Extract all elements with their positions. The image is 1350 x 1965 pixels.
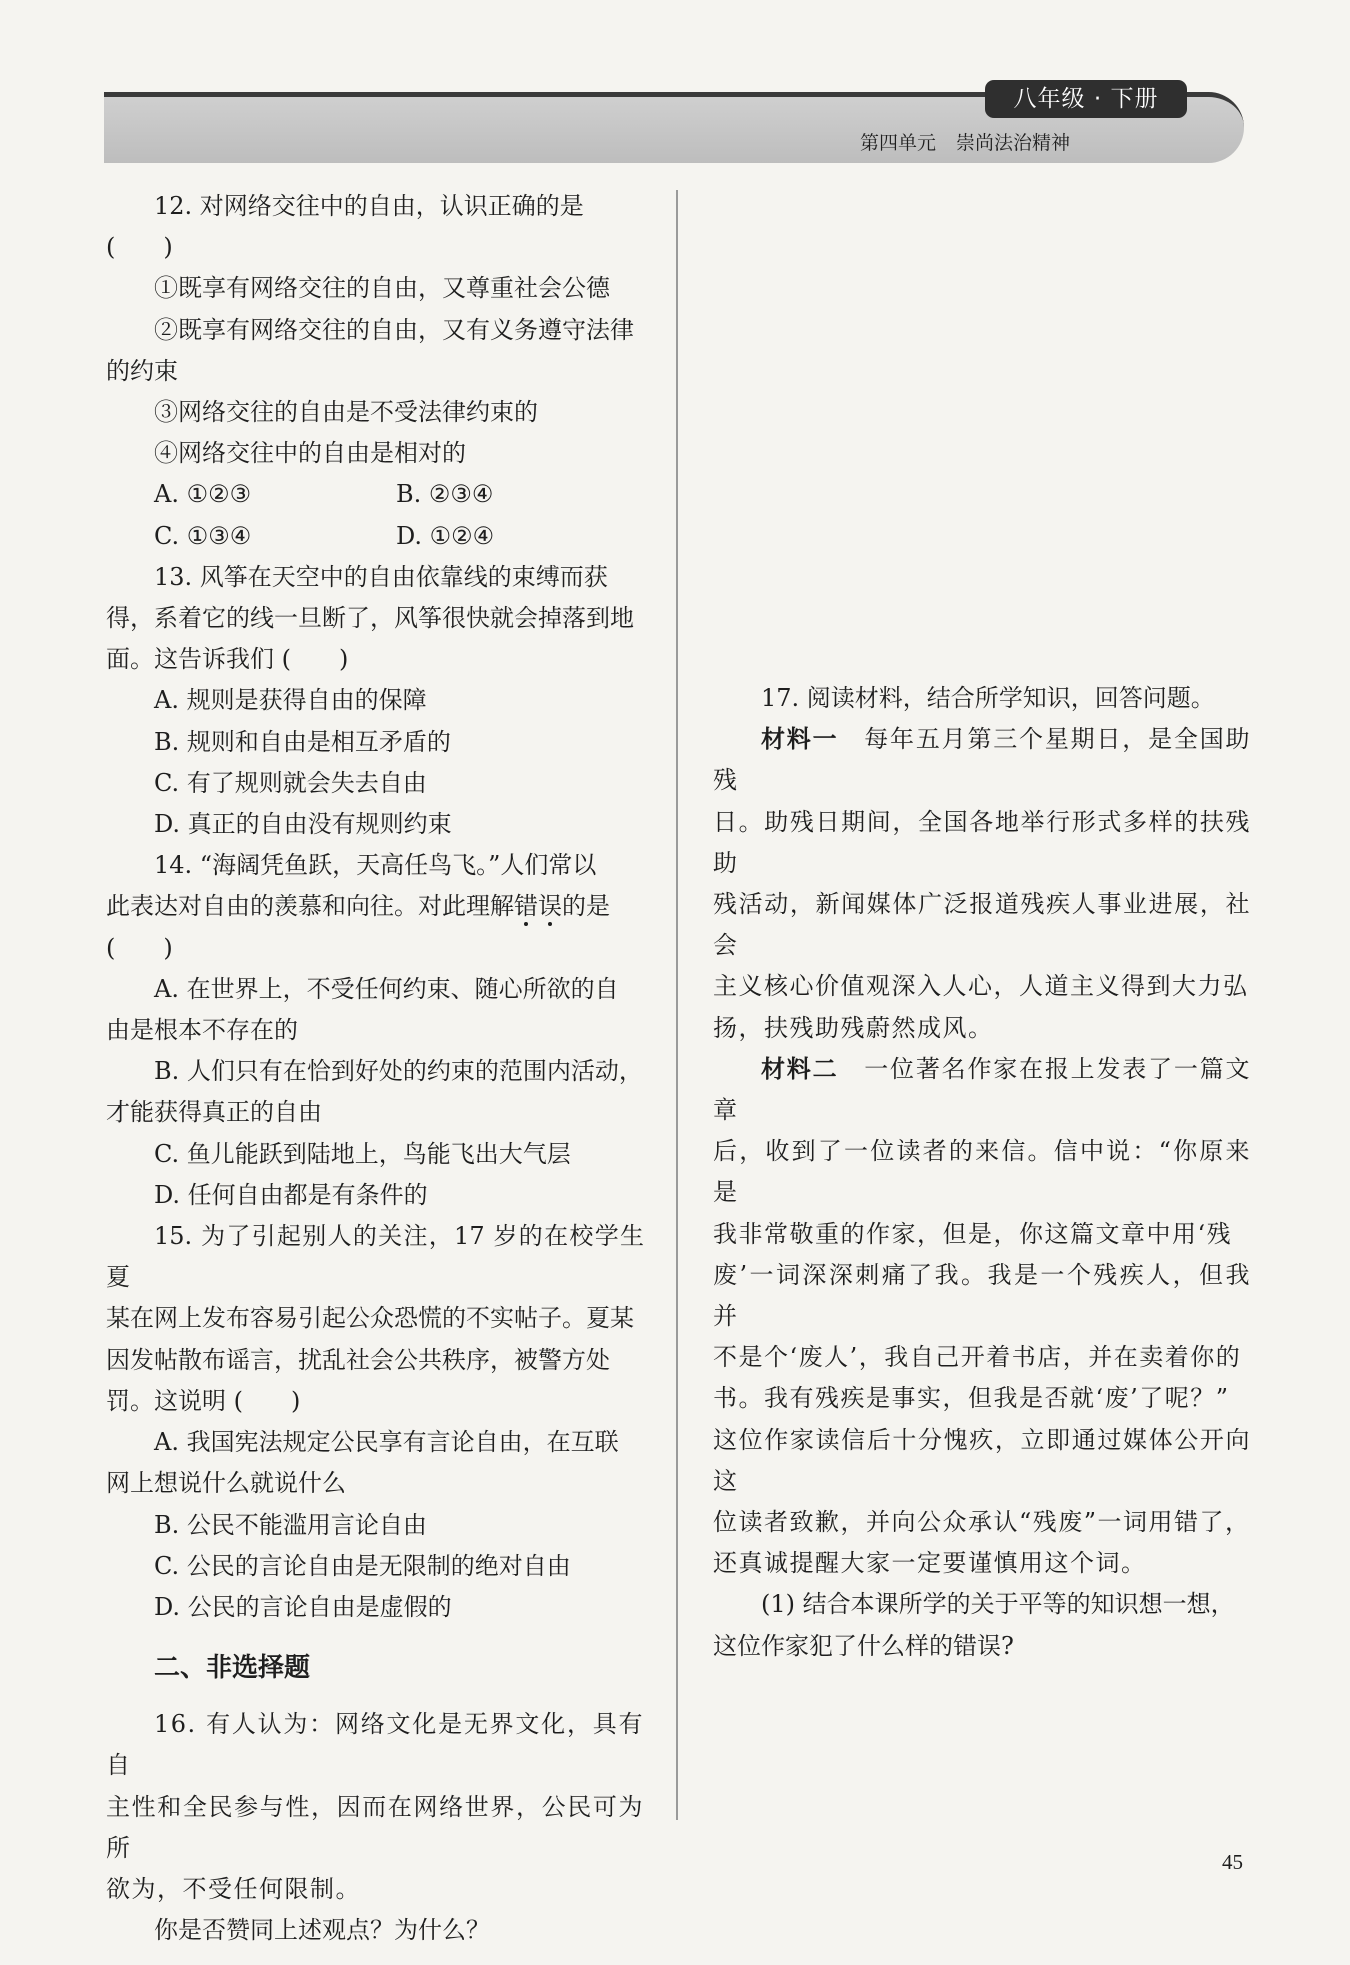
material-1-line-1 bbox=[713, 719, 1251, 801]
q13-option-a: A. 规则是获得自由的保障 bbox=[154, 686, 427, 715]
question-17 bbox=[713, 678, 1251, 1667]
q15-line-2: 某在网上发布容易引起公众恐慌的不实帖子。夏某 bbox=[106, 1304, 634, 1333]
material-2-line-8: 位读者致歉，并向公众承认“残废”一词用错了， bbox=[713, 1508, 1251, 1537]
q14-option-c: C. 鱼儿能跃到陆地上，鸟能飞出大气层 bbox=[154, 1139, 571, 1168]
material-2-line-2: 后，收到了一位读者的来信。信中说：“你原来是 bbox=[713, 1137, 1251, 1207]
material-2-line-6: 书。我有残疾是事实，但我是否就‘废’了呢？” bbox=[713, 1384, 1230, 1413]
q14-line-2-pre: 此表达对自由的羡慕和向往。对此理解 bbox=[106, 892, 514, 921]
unit-title: 崇尚法治精神 bbox=[956, 132, 1071, 154]
page-number: 45 bbox=[1222, 1850, 1243, 1874]
material-2-line-9: 还真诚提醒大家一定要谨慎用这个词。 bbox=[713, 1549, 1147, 1578]
material-1-line-5: 扬，扶残助残蔚然成风。 bbox=[713, 1013, 994, 1042]
q14-option-a: A. 在世界上，不受任何约束、随心所欲的自 bbox=[154, 974, 619, 1003]
q14-line-2 bbox=[106, 886, 644, 927]
q13-line-1: 13. 风筝在天空中的自由依靠线的束缚而获 bbox=[154, 562, 608, 591]
q13-option-b: B. 规则和自由是相互矛盾的 bbox=[154, 727, 451, 756]
column-divider bbox=[676, 190, 678, 1820]
material-1-text-1: 每年五月第三个星期日，是全国助残 bbox=[713, 725, 1252, 795]
q12-options-row-1 bbox=[106, 474, 644, 515]
q12-statement-3: ③网络交往的自由是不受法律约束的 bbox=[154, 398, 538, 427]
q15-option-d: D. 公民的言论自由是虚假的 bbox=[154, 1592, 452, 1621]
q12-answer-paren: ( ) bbox=[106, 233, 173, 262]
unit-title-line bbox=[860, 128, 1070, 155]
material-1-line-3: 残活动，新闻媒体广泛报道残疾人事业进展，社会 bbox=[713, 890, 1251, 960]
q13-option-c: C. 有了规则就会失去自由 bbox=[154, 768, 427, 797]
q12-option-b: B. ②③④ bbox=[396, 480, 494, 509]
material-2-line-3: 我非常敬重的作家，但是，你这篇文章中用‘残 bbox=[713, 1219, 1233, 1248]
q15-line-3: 因发帖散布谣言，扰乱社会公共秩序，被警方处 bbox=[106, 1345, 610, 1374]
q17-sub-question-1: (1) 结合本课所学的关于平等的知识想一想， bbox=[761, 1590, 1235, 1619]
q17-sub-question-1-cont: 这位作家犯了什么样的错误? bbox=[713, 1631, 1014, 1660]
q17-intro: 17. 阅读材料，结合所学知识，回答问题。 bbox=[761, 684, 1215, 712]
q14-option-d: D. 任何自由都是有条件的 bbox=[154, 1180, 428, 1209]
q12-option-d: D. ①②④ bbox=[396, 521, 495, 550]
q12-options-row-2 bbox=[106, 516, 644, 557]
question-13 bbox=[106, 557, 644, 845]
q15-line-4: 罚。这说明 ( ) bbox=[106, 1386, 301, 1415]
q12-statement-1: ①既享有网络交往的自由，又尊重社会公德 bbox=[154, 274, 610, 303]
q15-option-a: A. 我国宪法规定公民享有言论自由，在互联 bbox=[154, 1428, 619, 1457]
material-2-line-5: 不是个‘废人’，我自己开着书店，并在卖着你的 bbox=[713, 1343, 1242, 1372]
material-1-line-4: 主义核心价值观深入人心，人道主义得到大力弘 bbox=[713, 972, 1249, 1001]
q12-statement-2-cont: 的约束 bbox=[106, 356, 178, 385]
q17-material-1 bbox=[713, 719, 1251, 1049]
unit-number: 第四单元 bbox=[860, 132, 937, 154]
q14-answer-paren: ( ) bbox=[106, 933, 173, 962]
right-column bbox=[713, 678, 1251, 1667]
material-1-line-2: 日。助残日期间，全国各地举行形式多样的扶残助 bbox=[713, 807, 1251, 877]
question-16 bbox=[106, 1704, 644, 1951]
q12-option-a: A. ①②③ bbox=[154, 480, 252, 509]
q15-option-c: C. 公民的言论自由是无限制的绝对自由 bbox=[154, 1551, 571, 1580]
q12-statement-4: ④网络交往中的自由是相对的 bbox=[154, 439, 466, 468]
q15-option-a-cont: 网上想说什么就说什么 bbox=[106, 1469, 346, 1498]
q16-line-3: 欲为，不受任何限制。 bbox=[106, 1874, 361, 1903]
material-1-label: 材料一 bbox=[761, 725, 839, 754]
q16-prompt: 你是否赞同上述观点？为什么？ bbox=[154, 1916, 490, 1945]
q14-emphasis-char-1: 错 bbox=[514, 892, 538, 921]
q14-option-a-cont: 由是根本不存在的 bbox=[106, 1016, 298, 1045]
q14-emphasis-char-2: 误 bbox=[538, 892, 562, 921]
q15-option-b: B. 公民不能滥用言论自由 bbox=[154, 1510, 427, 1539]
question-14 bbox=[106, 845, 644, 1216]
q14-option-b: B. 人们只有在恰到好处的约束的范围内活动， bbox=[154, 1057, 643, 1086]
q14-line-2-post: 的是 bbox=[562, 892, 610, 921]
question-12 bbox=[106, 186, 644, 557]
grade-badge: 八年级 · 下册 bbox=[985, 80, 1187, 118]
material-2-line-4: 废’一词深深刺痛了我。我是一个残疾人，但我并 bbox=[713, 1260, 1251, 1331]
q12-stem: 12. 对网络交往中的自由，认识正确的是 bbox=[154, 192, 584, 220]
material-2-line-7: 这位作家读信后十分愧疚，立即通过媒体公开向这 bbox=[713, 1425, 1251, 1495]
q13-line-2: 得，系着它的线一旦断了，风筝很快就会掉落到地 bbox=[106, 604, 634, 633]
question-15 bbox=[106, 1216, 644, 1628]
material-2-line-1 bbox=[713, 1049, 1251, 1131]
q13-line-3: 面。这告诉我们 ( ) bbox=[106, 645, 349, 674]
left-column bbox=[106, 186, 644, 1951]
material-2-text-1: 一位著名作家在报上发表了一篇文章 bbox=[713, 1054, 1252, 1125]
q14-line-1: 14. “海阔凭鱼跃，天高任鸟飞。”人们常以 bbox=[154, 851, 597, 880]
material-2-label: 材料二 bbox=[761, 1054, 839, 1083]
q16-line-1: 16. 有人认为：网络文化是无界文化，具有自 bbox=[106, 1710, 644, 1780]
q15-line-1: 15. 为了引起别人的关注，17 岁的在校学生夏 bbox=[106, 1222, 644, 1292]
q17-material-2 bbox=[713, 1049, 1251, 1585]
q16-line-2: 主性和全民参与性，因而在网络世界，公民可为所 bbox=[106, 1792, 644, 1862]
q12-option-c: C. ①③④ bbox=[154, 521, 252, 550]
q12-statement-2: ②既享有网络交往的自由，又有义务遵守法律 bbox=[154, 315, 634, 344]
q13-option-d: D. 真正的自由没有规则约束 bbox=[154, 810, 452, 839]
section-heading: 二、非选择题 bbox=[154, 1653, 311, 1684]
q14-option-b-cont: 才能获得真正的自由 bbox=[106, 1098, 322, 1127]
